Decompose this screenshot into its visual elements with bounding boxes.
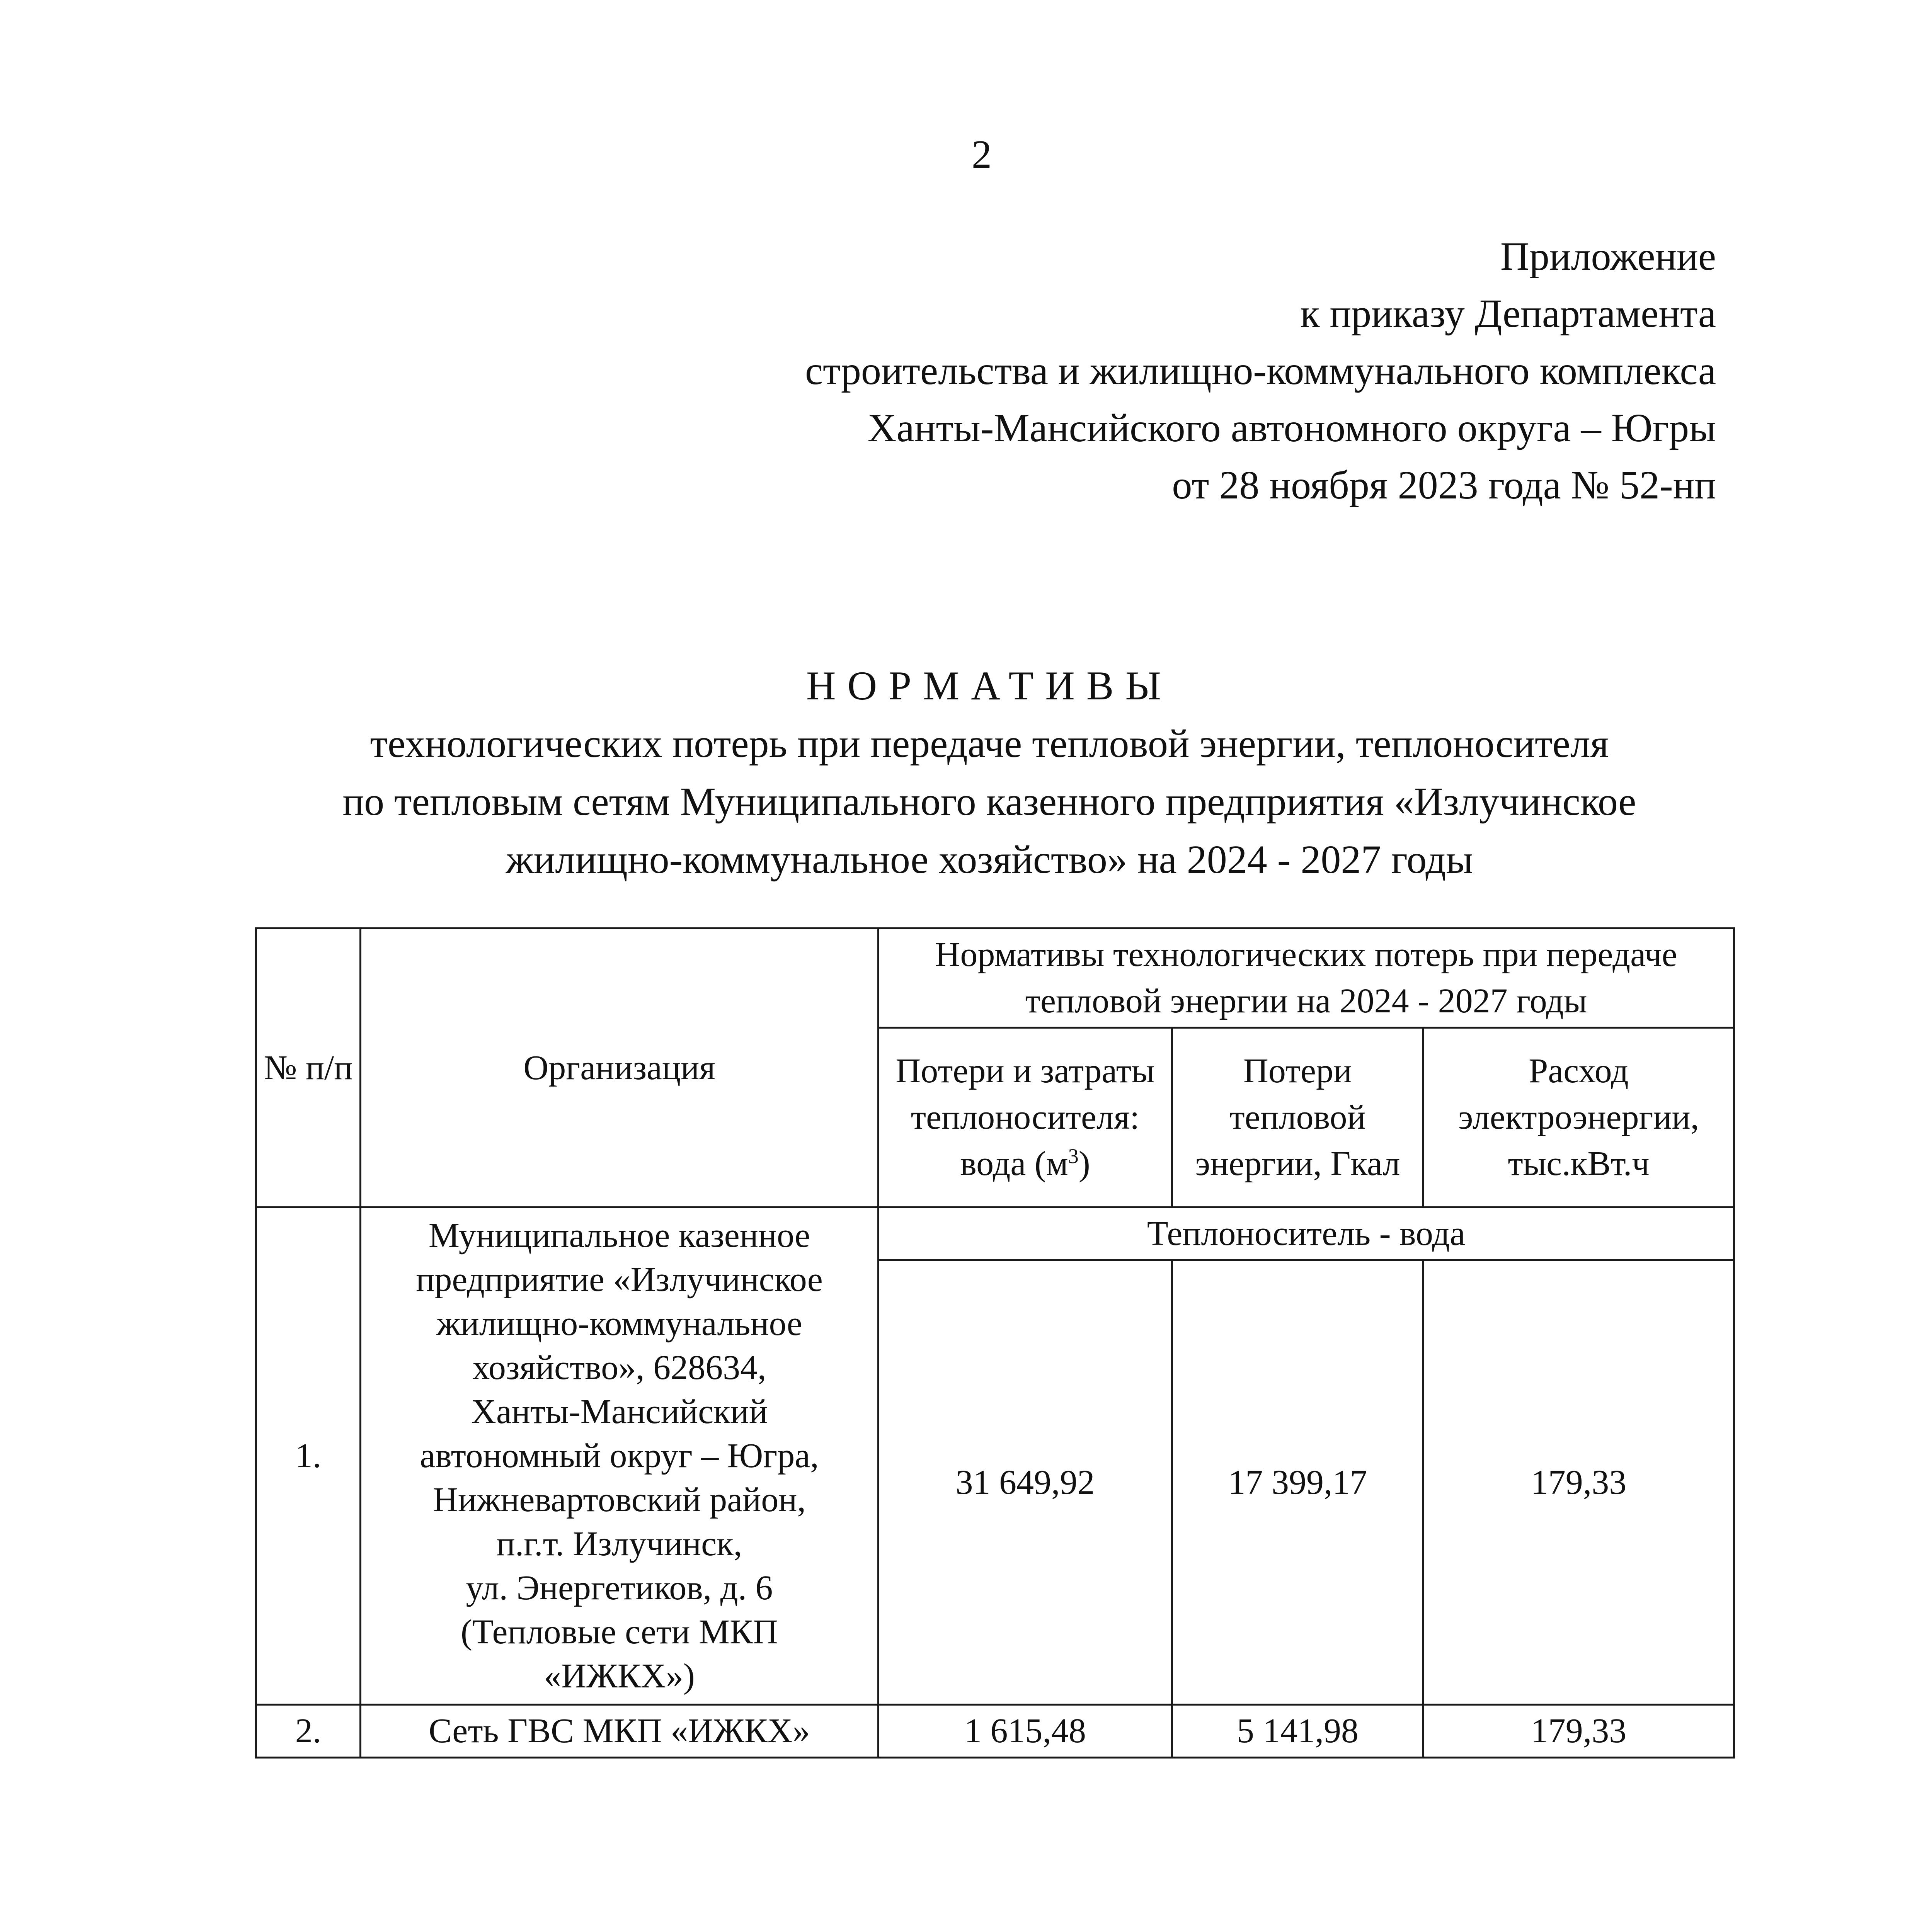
org-line: Ханты-Мансийский xyxy=(471,1393,768,1431)
org-line: (Тепловые сети МКП xyxy=(461,1613,778,1651)
org-line: п.г.т. Излучинск, xyxy=(496,1525,742,1563)
medium-label: Теплоноситель - вода xyxy=(878,1208,1734,1260)
row-water: 31 649,92 xyxy=(878,1260,1172,1705)
header-water xyxy=(878,1028,1172,1208)
title-sub-line: жилищно-коммунальное хозяйство» на 2024 - 2027 годы xyxy=(506,837,1473,882)
row-organization xyxy=(361,1208,878,1705)
row-power: 179,33 xyxy=(1423,1260,1734,1705)
row-water: 1 615,48 xyxy=(878,1705,1172,1758)
page-number: 2 xyxy=(972,132,992,177)
header-organization: Организация xyxy=(361,929,878,1208)
norms-table xyxy=(255,927,1735,1759)
row-power: 179,33 xyxy=(1423,1705,1734,1758)
org-line: предприятие «Излучинское xyxy=(416,1260,823,1299)
org-line: Нижневартовский район, xyxy=(433,1481,806,1519)
appendix-line: Ханты-Мансийского автономного округа – Югры xyxy=(867,406,1716,450)
org-line: ул. Энергетиков, д. 6 xyxy=(466,1569,773,1607)
row-organization: Сеть ГВС МКП «ИЖКХ» xyxy=(361,1705,878,1758)
title-main: НОРМАТИВЫ xyxy=(806,663,1173,708)
org-line: «ИЖКХ») xyxy=(544,1657,695,1695)
header-water-text: Потери и затраты теплоносителя: вода (м xyxy=(896,1052,1155,1183)
appendix-line: Приложение xyxy=(1500,234,1716,279)
appendix-line: к приказу Департамента xyxy=(1300,291,1716,336)
title-sub-line: по тепловым сетям Муниципального казенного предприятия «Излучинское xyxy=(342,779,1636,824)
header-water-close: ) xyxy=(1078,1145,1090,1183)
appendix-line: от 28 ноября 2023 года № 52-нп xyxy=(1172,463,1716,507)
header-power: Расход электроэнергии, тыс.кВт.ч xyxy=(1423,1028,1734,1208)
appendix-line: строительства и жилищно-коммунального комплекса xyxy=(805,349,1716,393)
org-line: Муниципальное казенное xyxy=(428,1216,810,1255)
header-num: № п/п xyxy=(256,929,361,1208)
row-num: 1. xyxy=(256,1208,361,1705)
header-water-sup: 3 xyxy=(1068,1145,1079,1168)
org-line: жилищно-коммунальное xyxy=(436,1304,802,1343)
table-row xyxy=(256,1705,1734,1758)
row-num: 2. xyxy=(256,1705,361,1758)
appendix-block xyxy=(805,228,1716,514)
header-group: Нормативы технологических потерь при передаче тепловой энергии на 2024 - 2027 годы xyxy=(878,929,1734,1028)
org-line: автономный округ – Югра, xyxy=(420,1437,819,1475)
header-heat: Потери тепловой энергии, Гкал xyxy=(1172,1028,1423,1208)
row-heat: 17 399,17 xyxy=(1172,1260,1423,1705)
org-line: хозяйство», 628634, xyxy=(472,1349,766,1387)
document-title xyxy=(216,657,1762,889)
header-row xyxy=(256,929,1734,1028)
title-sub-line: технологических потерь при передаче тепловой энергии, теплоносителя xyxy=(370,721,1609,766)
table-row xyxy=(256,1208,1734,1260)
row-heat: 5 141,98 xyxy=(1172,1705,1423,1758)
